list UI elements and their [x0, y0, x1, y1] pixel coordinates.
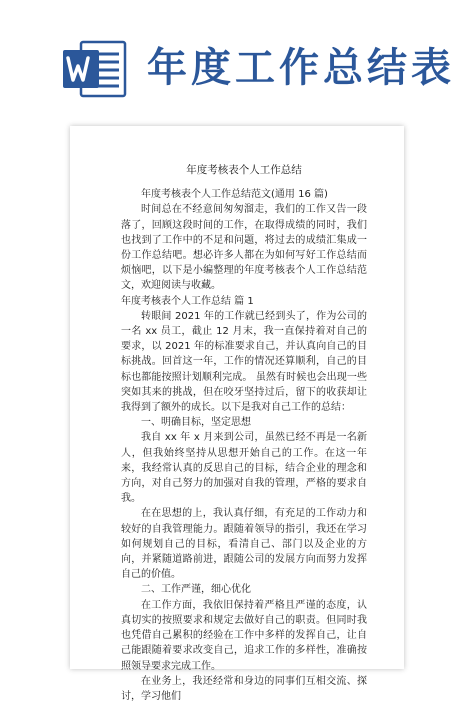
intro-paragraph: 时间总在不经意间匆匆溜走，我们的工作又告一段落了，回顾这段时间的工作，在取得成绩的同时，我们也找到了工作中的不足和问题，将过去的成绩汇集成一份工作总结吧。想必许多人都在为如何写好工作总结而烦恼吧，以下是小编整理的年度考核表个人工作总结范文，欢迎阅读与收藏。 [121, 204, 367, 292]
document-subtitle: 年度考核表个人工作总结范文(通用 16 篇) [141, 189, 328, 201]
heading-1: 一、明确目标，坚定思想 [141, 417, 251, 429]
paragraph-3: 在在思想的上，我认真仔细，有充足的工作动力和较好的自我管理能力。跟随着领导的指引，我还在学习如何规划自己的目标，看清自己、部门以及企业的方向，并紧随道路前进，跟随公司的发展方向而努力发挥自己的价值。 [121, 508, 367, 581]
paragraph-4: 在工作方面，我依旧保持着严格且严谨的态度，认真切实的按照要求和规定去做好自己的职责。但同时我也凭借自己累积的经验在工作中多样的发挥自己，让自己能跟随着要求改变自己，追求工作的多样性，准确按照领导要求完成工作。 [121, 599, 367, 672]
paragraph-1: 转眼间 2021 年的工作就已经到头了，作为公司的一名 xx 员工，截止 12 月末，我一直保持着对自己的要求，以 2021 年的标准要求自己，并认真向自己的目标挑战。回首这一年，工作的情况还算顺利，自己的目标也都能按照计划顺利完成。 虽然有时候也会出现一些突如其来的挑战，但在咬牙坚持过后，留下的收获却让我得到了额外的成长。以下是我对自己工作的总结： [121, 310, 367, 414]
document-title: 年度考核表个人工作总结 [186, 164, 302, 176]
banner-header [0, 0, 474, 128]
word-document-icon [63, 40, 127, 98]
document-page [70, 126, 404, 702]
heading-2: 二、工作严谨，细心优化 [141, 584, 251, 596]
section-title: 年度考核表个人工作总结 篇 1 [121, 295, 254, 307]
banner-title: 年度工作总结表 [147, 45, 455, 91]
paragraph-2: 我自 xx 年 x 月来到公司，虽然已经不再是一名新人，但我始终坚持从思想开始自己的工作。在这一年来，我经常认真的反思自己的目标，结合企业的理念和方向，对自己努力的加强对自我的管理，严格的要求自我。 [121, 432, 367, 505]
document-content [121, 163, 367, 704]
paragraph-5: 在业务上，我还经常和身边的同事们互相交流、探讨，学习他们 [121, 675, 367, 702]
